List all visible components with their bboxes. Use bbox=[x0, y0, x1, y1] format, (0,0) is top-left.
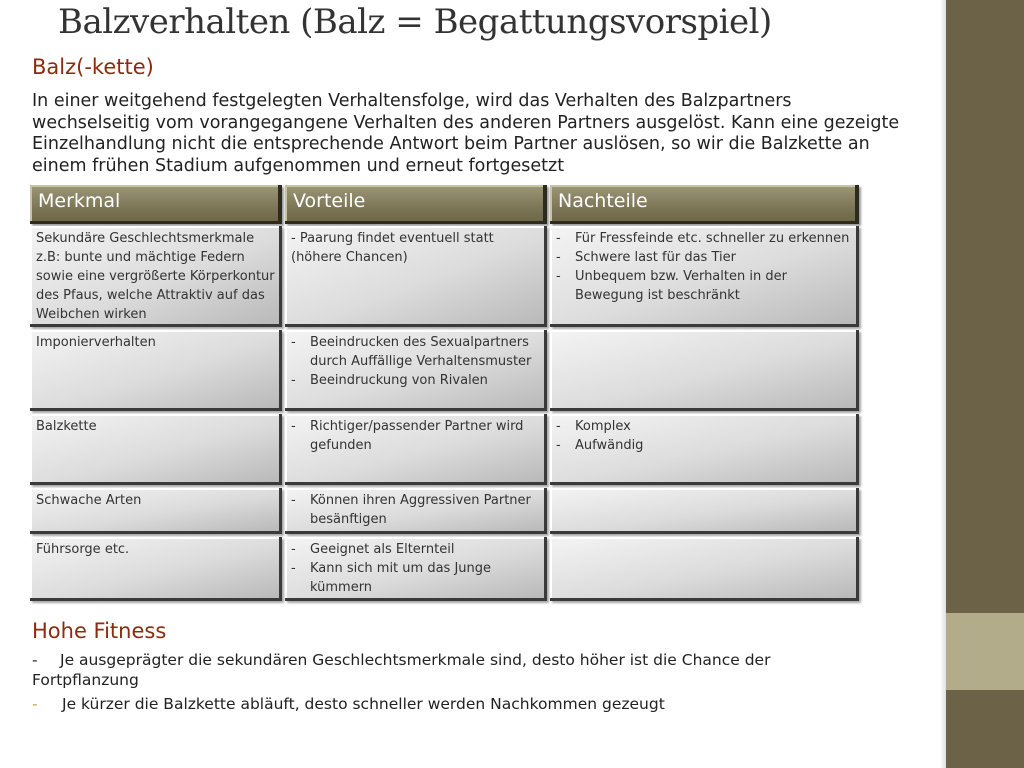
side-band-shadow bbox=[940, 0, 946, 768]
table-cell-nachteile bbox=[550, 488, 859, 534]
list-item: - Schwere last für das Tier bbox=[556, 248, 852, 267]
list-item: - Kann sich mit um das Junge kümmern bbox=[291, 559, 540, 597]
fitness-point-2: Je kürzer die Balzkette abläuft, desto schneller werden Nachkommen gezeugt bbox=[62, 695, 665, 713]
fitness-point-1: Je ausgeprägter die sekundären Geschlechtsmerkmale sind, desto höher ist die Chance der bbox=[60, 651, 771, 669]
section-heading-balzkette: Balz(-kette) bbox=[32, 55, 154, 79]
list-item: - Aufwändig bbox=[556, 436, 852, 455]
table-cell-merkmal: Schwache Arten bbox=[30, 488, 282, 534]
table-cell-vorteile bbox=[285, 537, 547, 601]
slide-title: Balzverhalten (Balz = Begattungsvorspiel) bbox=[58, 2, 772, 42]
table-header-vorteile: Vorteile bbox=[285, 185, 547, 224]
table-cell-nachteile bbox=[550, 414, 859, 485]
list-item: - Unbequem bzw. Verhalten in der Bewegung ist beschränkt bbox=[556, 267, 852, 305]
table-cell-merkmal: Führsorge etc. bbox=[30, 537, 282, 601]
list-item: - Geeignet als Elternteil bbox=[291, 540, 540, 559]
intro-paragraph: In einer weitgehend festgelegten Verhaltensfolge, wird das Verhalten des Balzpartners wechselseitig vom vorangegangene Verhalten des anderen Partners ausgelöst. Kann eine gezeigte Einzelhandlung nicht die entsprechende Antwort beim Partner auslösen, so wir die Balzkette an einem frühen Stadium aufgenommen und erneut fortgesetzt bbox=[32, 91, 900, 176]
table-cell-merkmal: Sekundäre Geschlechtsmerkmale z.B: bunte und mächtige Federn sowie eine vergrößerte Körperkontur des Pfaus, welche Attraktiv auf das Weibchen wirken bbox=[30, 226, 282, 327]
list-item: - Können ihren Aggressiven Partner besänftigen bbox=[291, 491, 540, 529]
bullet-dash: - bbox=[32, 651, 38, 669]
table-cell-vorteile: - Paarung findet eventuell statt (höhere Chancen) bbox=[285, 226, 547, 327]
bullet-dash: - bbox=[32, 695, 38, 713]
section-heading-fitness: Hohe Fitness bbox=[32, 619, 167, 643]
table-header-merkmal: Merkmal bbox=[30, 185, 282, 224]
table-cell-nachteile bbox=[550, 330, 859, 411]
table-header-nachteile: Nachteile bbox=[550, 185, 859, 224]
table-cell-vorteile bbox=[285, 488, 547, 534]
side-band-light bbox=[946, 613, 1024, 690]
table-cell-vorteile bbox=[285, 330, 547, 411]
list-item: - Beeindruckung von Rivalen bbox=[291, 371, 540, 390]
list-item: - Komplex bbox=[556, 417, 852, 436]
table-cell-merkmal: Balzkette bbox=[30, 414, 282, 485]
list-item: - Beeindrucken des Sexualpartners durch Auffällige Verhaltensmuster bbox=[291, 333, 540, 371]
list-item: - Richtiger/passender Partner wird gefunden bbox=[291, 417, 540, 455]
list-item: - Für Fressfeinde etc. schneller zu erkennen bbox=[556, 229, 852, 248]
table-cell-nachteile bbox=[550, 537, 859, 601]
table-cell-vorteile bbox=[285, 414, 547, 485]
table-cell-nachteile bbox=[550, 226, 859, 327]
table-cell-merkmal: Imponierverhalten bbox=[30, 330, 282, 411]
fitness-point-1-continued: Fortpflanzung bbox=[32, 671, 139, 689]
